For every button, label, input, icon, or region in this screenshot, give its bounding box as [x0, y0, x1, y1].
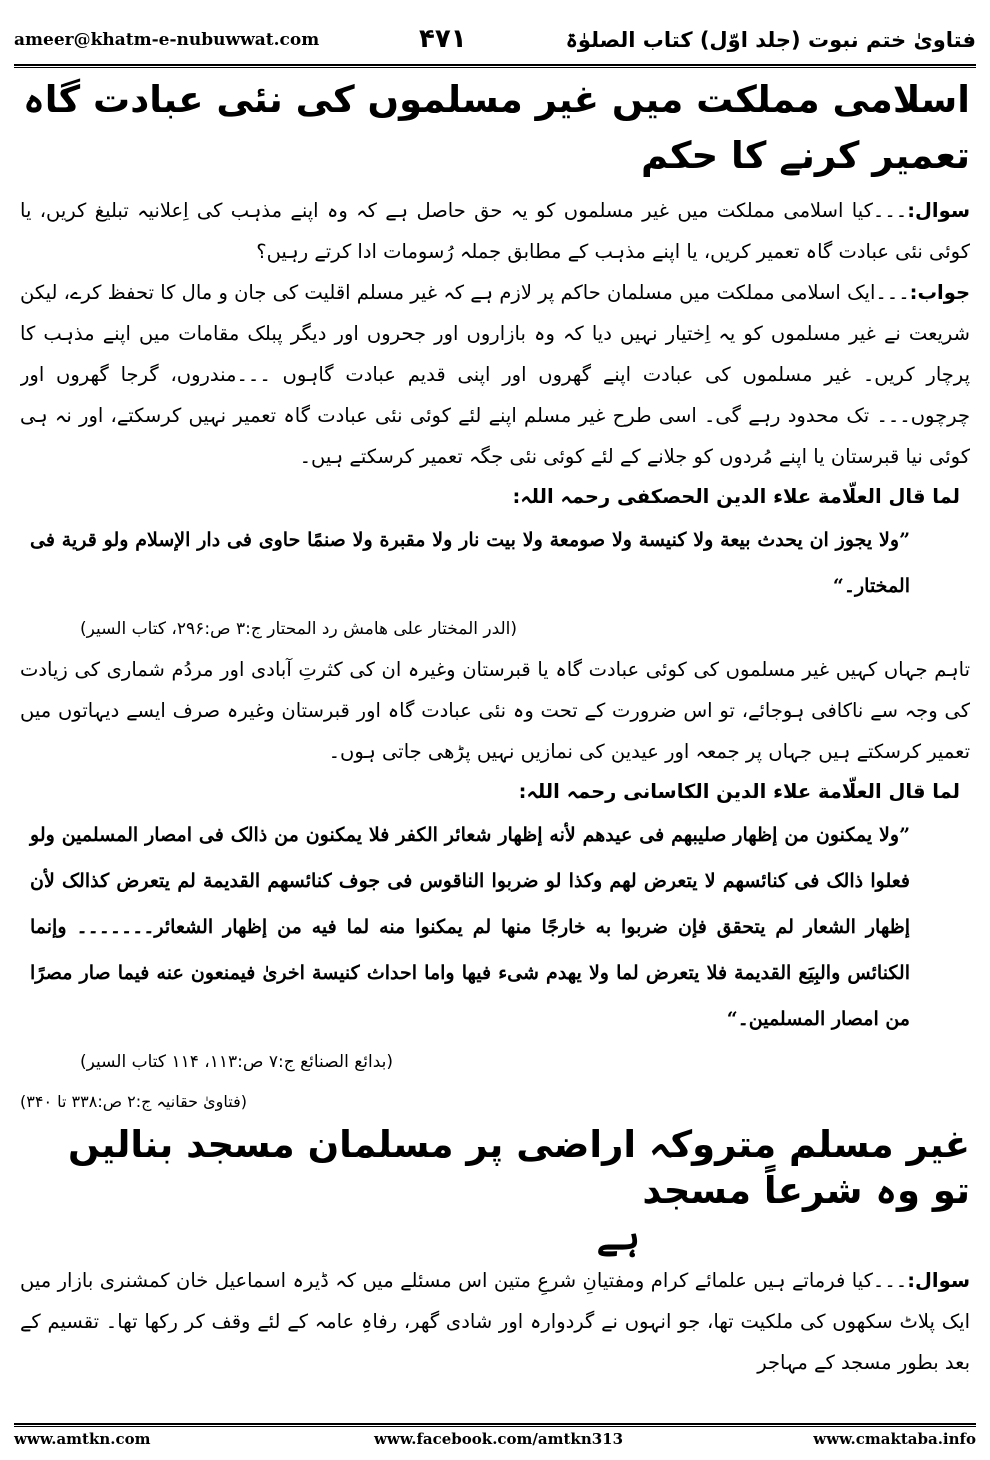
question-text: ۔۔۔کیا اسلامی مملکت میں غیر مسلموں کو یہ حق حاصل ہے کہ وہ اپنے مذہب کی اِعلانیہ تبلیغ کریں، یا کوئی نئی عبادت گاہ تعمیر کریں، یا اپنے مذہب کے مطابق جملہ رُسومات ادا کرتے رہیں؟ — [20, 199, 970, 263]
quote1-arabic: ”ولا یجوز ان یحدث بیعة ولا کنیسة ولا صومعة ولا بیت نار ولا مقبرة ولا صنمًا حاوی فی دار الإسلام ولو قریة فی المختار۔“ — [30, 529, 910, 597]
header-rule-thin — [14, 67, 976, 68]
section1-heading: اسلامی مملکت میں غیر مسلموں کی نئی عبادت گاہ تعمیر کرنے کا حکم — [23, 78, 970, 177]
question-label: سوال: — [907, 1269, 970, 1292]
page-footer — [14, 1430, 976, 1452]
question-text: ۔۔۔کیا فرماتے ہیں علمائے کرام ومفتیانِ شرعِ متین اس مسئلے میں کہ ڈیرہ اسماعیل خان کمشنری بازار میں ایک پلاٹ سکھوں کی ملکیت تھا، جو انہوں نے گردوارہ اور شادی گھر، رفاہِ عامہ کے لئے وقف کر رکھا تھا۔ تقسیم کے بعد بطور مسجد کے مہاجر — [20, 1269, 970, 1374]
page-body — [20, 72, 970, 1417]
footer-link-facebook[interactable]: www.facebook.com/amtkn313 — [374, 1430, 624, 1448]
answer-text: ۔۔۔ایک اسلامی مملکت میں مسلمان حاکم پر لازم ہے کہ غیر مسلم اقلیت کی جان و مال کا تحفظ کرے، لیکن شریعت نے غیر مسلموں کو یہ اِختیار نہیں دیا کہ وہ بازاروں اور جحروں اور دیگر پبلک مقامات میں اپنے مذہب کا پرچار کریں۔ غیر مسلموں کی عبادت اپنے گھروں اور اپنی قدیم عبادت گاہوں ۔۔۔مندروں، گرجا گھروں اور چرچوں۔۔۔ تک محدود رہے گی۔ اسی طرح غیر مسلم اپنے لئے کوئی نئی عبادت گاہ تعمیر نہیں کرسکتے، اور نہ ہی کوئی نیا قبرستان یا اپنے مُردوں کو جلانے کے لئے کوئی نئی جگہ تعمیر کرسکتے ہیں۔ — [20, 281, 970, 468]
fatawa-reference: (فتاویٰ حقانیہ ج:۲ ص:۳۳۸ تا ۳۴۰) — [20, 1092, 247, 1111]
header-email[interactable]: ameer@khatm-e-nubuwwat.com — [14, 30, 320, 50]
quote2-reference: (بدائع الصنائع ج:۷ ص:۱۱۳، ۱۱۴ کتاب السیر) — [80, 1052, 394, 1072]
quote1-reference: (الدر المختار علی ھامش رد المحتار ج:۳ ص:۲۹۶، کتاب السیر) — [80, 619, 518, 639]
section1-answer — [20, 272, 970, 477]
section1-para2: تاہم جہاں کہیں غیر مسلموں کی کوئی عبادت گاہ یا قبرستان وغیرہ ان کی کثرتِ آبادی اور مردُم شماری کی زیادت کی وجہ سے ناکافی ہوجائے، تو اس ضرورت کے تحت وہ نئی عبادت گاہ اور قبرستان وغیرہ صرف ایسے دیہاتوں میں تعمیر کرسکتے ہیں جہاں پر جمعہ اور عیدین کی نمازیں نہیں پڑھی جاتی ہوں۔ — [20, 658, 970, 763]
section1-question — [20, 190, 970, 272]
page-header — [14, 22, 976, 62]
footer-link-cmaktaba[interactable]: www.cmaktaba.info — [813, 1430, 976, 1448]
page-number: ۴۷۱ — [419, 24, 467, 54]
section2-heading-line2: ہے — [596, 1215, 640, 1258]
quote2-intro: لما قال العلّامة علاء الدین الکاسانی رحمہ اللہ: — [518, 780, 960, 803]
section2-question — [20, 1260, 970, 1383]
question-label: سوال: — [907, 199, 970, 222]
footer-link-amtkn[interactable]: www.amtkn.com — [14, 1430, 151, 1448]
footer-rule — [14, 1423, 976, 1425]
book-title: فتاویٰ ختم نبوت (جلد اوّل) کتاب الصلوٰۃ — [565, 28, 976, 52]
section2-heading-line1: غیر مسلم متروکہ اراضی پر مسلمان مسجد بنالیں تو وہ شرعاً مسجد — [68, 1123, 970, 1212]
quote2-arabic: ”ولا یمکنون من إظھار صلیبھم فی عیدھم لأنه إظھار شعائر الکفر فلا یمکنون من ذالک فی امصار المسلمین ولو فعلوا ذالک فی کنائسھم لا یتعرض لھم وکذا لو ضربوا الناقوس فی جوف کنائسھم القدیمة لم یتعرض کذالک لأن إظھار الشعار لم یتحقق فإن ضربوا به خارجًا منھا لم یمکنوا منه لما فیه من إظھار الشعائر۔۔۔۔۔۔۔ وإنما الکنائس والبِیَع القدیمة فلا یتعرض لما ولا یھدم شیء فیھا واما احداث کنیسة اخریٰ فیمنعون عنه فیما صار مصرًا من امصار المسلمین۔“ — [30, 824, 910, 1030]
quote1-intro: لما قال العلّامة علاء الدین الحصکفی رحمہ اللہ: — [512, 485, 960, 508]
answer-label: جواب: — [909, 281, 970, 304]
footer-rule-thin — [14, 1426, 976, 1427]
header-rule — [14, 64, 976, 66]
